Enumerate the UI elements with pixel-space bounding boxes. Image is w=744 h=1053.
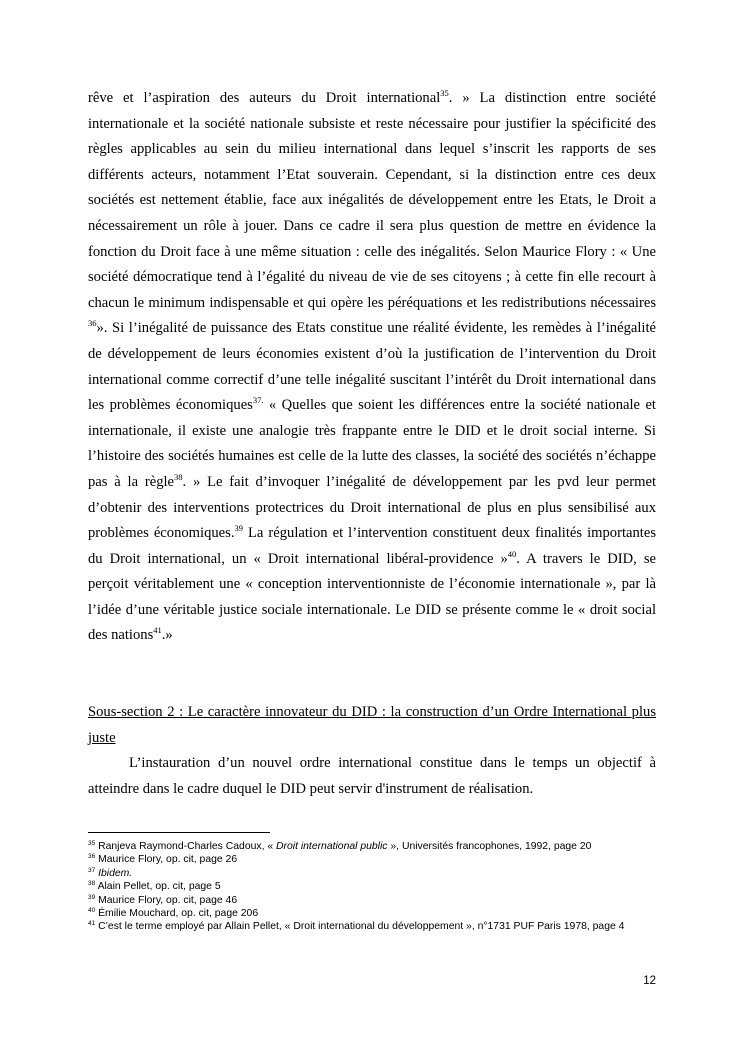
text-run: .» [161, 627, 173, 644]
text-run: « Quelles que soient les différences entre la société nationale et internationale, il existe une analogie très frappante entre le DID et le droit social interne. Si l’histoire des sociétés humaines est celle de la lutte des classes, la société des sociétés n’échappe pas à la règle [88, 397, 656, 490]
footnote-ref-39: 39 [234, 523, 243, 534]
text-run: . A travers le DID, se perçoit véritablement une « conception interventionniste de l’économie internationale », par là l’idée d’une véritable justice sociale internationale. Le DID se présente comme le « droit social des nations [88, 550, 656, 644]
footnote-number: 39 [88, 893, 96, 901]
footnote-text: Maurice Flory, op. cit, page 46 [98, 894, 238, 906]
footnote-separator [88, 832, 270, 833]
text-run: rêve et l’aspiration des auteurs du Droit international [88, 90, 441, 106]
footnote-text: Ranjeva Raymond-Charles Cadoux, « [98, 841, 277, 852]
paragraph-1 [88, 86, 656, 649]
footnote-ref-38: 38 [174, 471, 183, 482]
text-run: . » La distinction entre société internationale et la société nationale subsiste et reste nécessaire pour justifier la spécificité des règles applicables au sein du milieu international dans lequel s’inscrit les rapports de ses différents acteurs, notamment l’Etat souverain. Cependant, si la distinction entre ces deux sociétés est nettement établie, face aux inégalités de développement entre les Etats, le Droit a nécessairement un rôle à jouer. Dans ce cadre il sera plus question de mettre en évidence la fonction du Droit face à une même situation : celle des inégalités. Selon Maurice Flory : « Une société démocratique tend à l’égalité du niveau de vie de ses citoyens ; à cette fin elle recourt à chacun le minimum indispensable et qui opère les péréquations et les redistributions nécessaires [88, 90, 656, 311]
footnote-ref-37: 37. [252, 395, 264, 406]
paragraph-2: L’instauration d’un nouvel ordre international constitue dans le temps un objectif à atteindre dans le cadre duquel le DID peut servir d'instrument de réalisation. [88, 755, 656, 797]
body-text [88, 86, 656, 802]
footnote-text: Maurice Flory, op. cit, page 26 [98, 854, 238, 866]
footnote-number: 36 [88, 853, 96, 861]
footnote-title: Droit international public [276, 841, 388, 852]
footnote-36 [88, 853, 656, 866]
section-heading: Sous-section 2 : Le caractère innovateur du DID : la construction d’un Ordre International plus juste [88, 704, 656, 746]
footnote-number: 40 [88, 907, 96, 915]
page-number: 12 [643, 975, 656, 987]
footnote-text: Émilie Mouchard, op. cit, page 206 [98, 908, 259, 920]
text-run: La régulation et l’intervention constituent deux finalités importantes du Droit international, un « Droit international libéral-providence » [88, 525, 656, 567]
text-run: . » Le fait d’invoquer l’inégalité de développement par les pvd leur permet d’obtenir des interventions protectrices du Droit international de plus en plus sensibilisé aux problèmes économiques. [88, 473, 657, 542]
footnote-37 [88, 867, 656, 880]
footnote-number: 37 [88, 866, 96, 874]
footnote-text: Ibidem. [98, 867, 133, 879]
footnote-ref-40: 40 [507, 548, 517, 559]
footnote-39 [88, 894, 656, 907]
footnote-38 [88, 880, 656, 893]
footnote-ref-35: 35 [440, 88, 449, 98]
footnote-number: 41 [88, 920, 96, 928]
footnote-ref-41: 41 [153, 625, 162, 636]
footnote-text: Alain Pellet, op. cit, page 5 [97, 881, 221, 893]
paragraph-spacer [88, 649, 656, 700]
text-run: ». Si l’inégalité de puissance des Etats constitue une réalité évidente, les remèdes à l’inégalité de développement de leurs économies existent d’où la justification de l’intervention du Droit international comme correctif d’une telle inégalité suscitant l’intérêt du Droit international dans les problèmes économiques [88, 320, 656, 414]
footnote-ref-36: 36 [88, 318, 97, 329]
footnote-text: », Universités francophones, 1992, page 20 [387, 841, 592, 852]
footnote-40 [88, 907, 656, 920]
footnote-number: 38 [88, 880, 96, 888]
footnote-text: C’est le terme employé par Allain Pellet, « Droit international du développement », n°1731 PUF Paris 1978, page 4 [98, 921, 625, 933]
footnotes [88, 840, 656, 934]
footnote-number: 35 [88, 840, 96, 847]
footnote-35 [88, 840, 656, 853]
footnote-41 [88, 920, 656, 933]
